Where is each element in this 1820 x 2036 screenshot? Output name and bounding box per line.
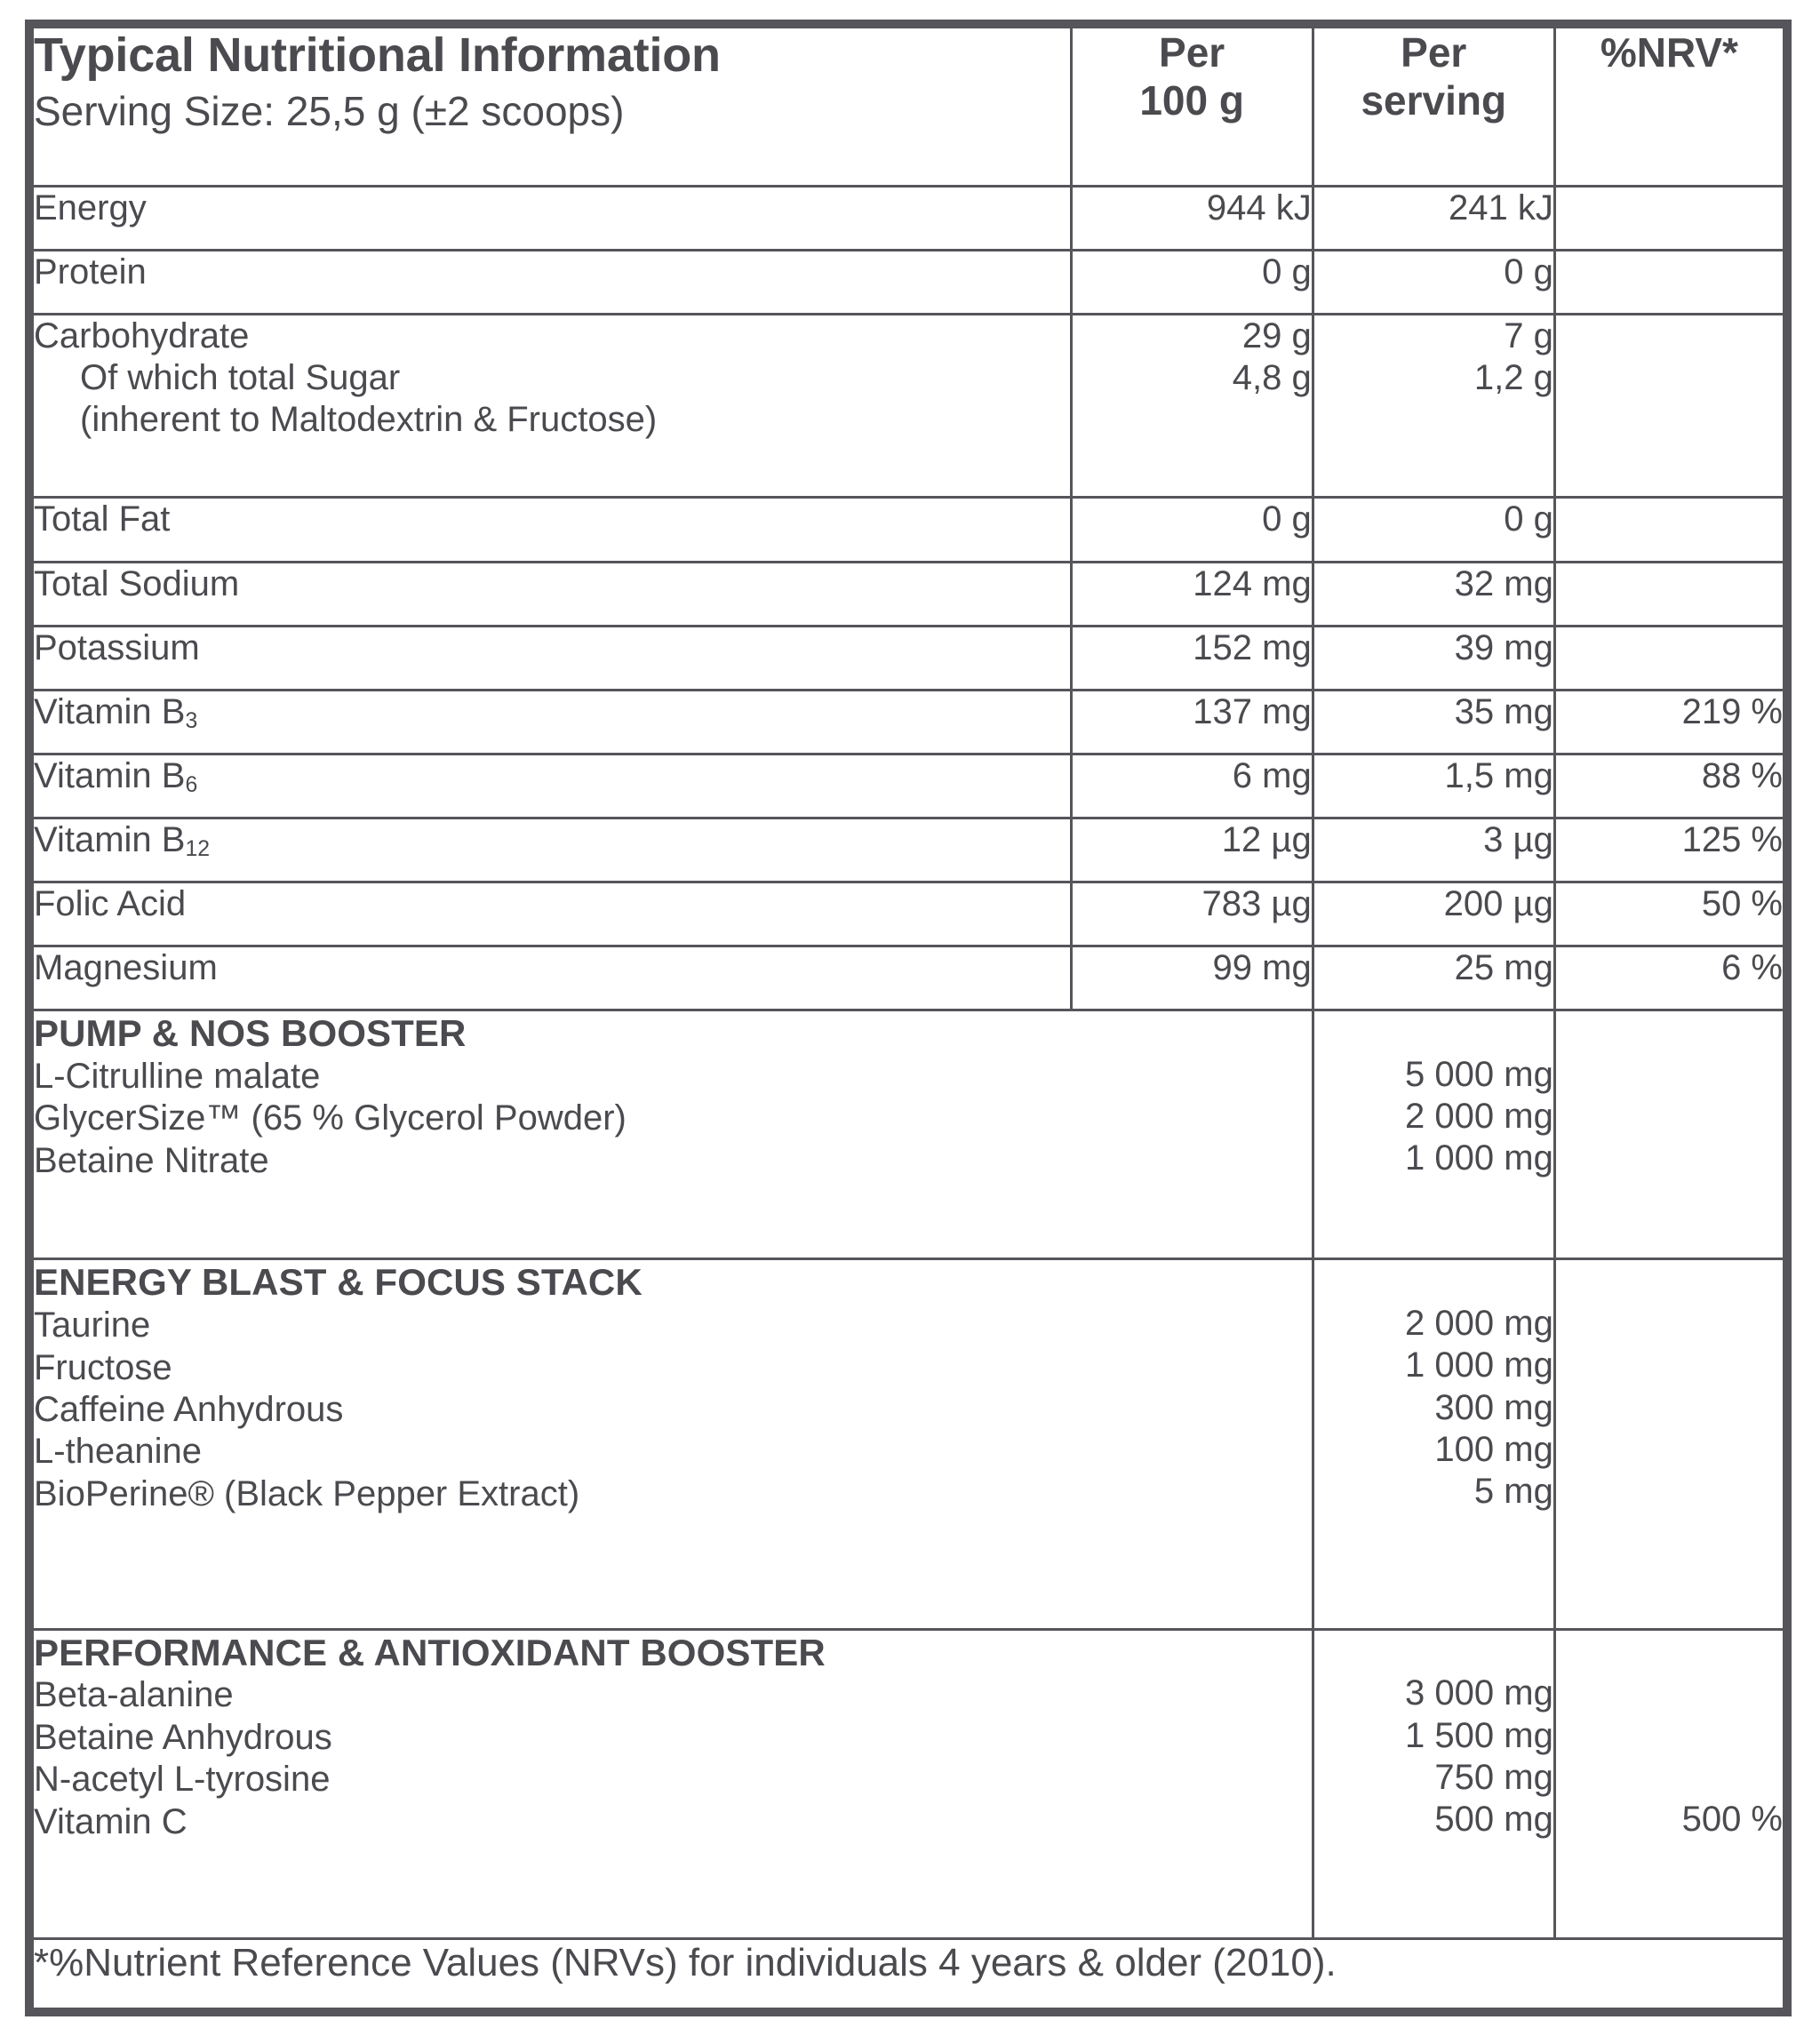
nutrient-label: Total Fat (33, 498, 1072, 562)
nutrition-table (31, 26, 1785, 2010)
value-nrv: 6 % (1554, 946, 1784, 1010)
nutrient-label: Total Sodium (33, 562, 1072, 626)
table-row (33, 754, 1784, 818)
value-per-serving: 200 µg (1313, 882, 1554, 946)
column-header-per-100g-line1: Per (1159, 29, 1225, 76)
table-row (33, 818, 1784, 882)
ingredient-name: Taurine (34, 1305, 151, 1345)
ingredient-name: Fructose (34, 1347, 172, 1387)
ingredient-nrv: 500 % (1681, 1800, 1783, 1840)
value-nrv (1554, 562, 1784, 626)
nutrient-label-base: Vitamin B (34, 755, 186, 795)
nutrient-label: Folic Acid (33, 882, 1072, 946)
carbohydrate-label: Carbohydrate (34, 316, 250, 356)
ingredient-amount: 1 000 mg (1405, 1345, 1553, 1385)
value-per-100g: 783 µg (1071, 882, 1313, 946)
value-per-100g: 12 µg (1071, 818, 1313, 882)
nutrient-label-base: Vitamin B (34, 691, 186, 731)
value-nrv: 88 % (1554, 754, 1784, 818)
total-sugar-label: Of which total Sugar (80, 358, 401, 398)
nutrient-label: Protein (33, 251, 1072, 315)
nutrient-label: Energy (33, 187, 1072, 251)
nutrient-label (33, 690, 1072, 754)
table-row (33, 562, 1784, 626)
nrv-footnote: *%Nutrient Reference Values (NRVs) for individuals 4 years & older (2010). (33, 1938, 1784, 2008)
value-per-100g: 99 mg (1071, 946, 1313, 1010)
value-per-serving: 25 mg (1313, 946, 1554, 1010)
value-per-serving: 3 µg (1313, 818, 1554, 882)
booster-section-heading: PERFORMANCE & ANTIOXIDANT BOOSTER (34, 1631, 826, 1673)
value-nrv: 50 % (1554, 882, 1784, 946)
nutrient-label-subscript: 6 (185, 773, 198, 798)
table-header-row (33, 28, 1784, 187)
booster-section-labels (33, 1010, 1313, 1259)
value-per-100g: 0 g (1071, 498, 1313, 562)
carbohydrate-values-per-serving (1313, 315, 1554, 498)
ingredient-amount: 1 000 mg (1405, 1138, 1553, 1178)
booster-section-labels (33, 1259, 1313, 1629)
ingredient-amount: 750 mg (1434, 1757, 1553, 1797)
ingredient-name: N-acetyl L-tyrosine (34, 1760, 331, 1800)
booster-section-amounts (1313, 1629, 1554, 1938)
ingredient-amount: 2 000 mg (1405, 1303, 1553, 1343)
ingredient-amount: 2 000 mg (1405, 1097, 1553, 1137)
value-nrv (1554, 251, 1784, 315)
ingredient-name: Beta-alanine (34, 1675, 234, 1715)
ingredient-name: L-Citrulline malate (34, 1057, 321, 1097)
table-row-carbohydrate-group (33, 315, 1784, 498)
nutrient-label-base: Vitamin B (34, 819, 186, 859)
table-row (33, 498, 1784, 562)
table-row (33, 626, 1784, 690)
serving-size-text: Serving Size: 25,5 g (±2 scoops) (34, 88, 625, 135)
carbohydrate-values-per-100g (1071, 315, 1313, 498)
value-per-100g: 0 g (1071, 251, 1313, 315)
sugar-per-serving: 1,2 g (1473, 358, 1553, 398)
column-header-per-100g (1071, 28, 1313, 187)
column-header-per-serving-line2: serving (1361, 77, 1507, 124)
value-per-100g: 944 kJ (1071, 187, 1313, 251)
value-per-serving: 0 g (1313, 251, 1554, 315)
value-per-serving: 0 g (1313, 498, 1554, 562)
value-nrv (1554, 187, 1784, 251)
value-per-100g: 124 mg (1071, 562, 1313, 626)
value-per-serving: 32 mg (1313, 562, 1554, 626)
ingredient-name: Betaine Anhydrous (34, 1717, 332, 1757)
value-per-serving: 39 mg (1313, 626, 1554, 690)
booster-section-nrv (1554, 1629, 1784, 1938)
table-row (33, 690, 1784, 754)
booster-section-energy-blast (33, 1259, 1784, 1629)
nutrient-label: Potassium (33, 626, 1072, 690)
booster-section-nrv (1554, 1259, 1784, 1629)
ingredient-name: GlycerSize™ (65 % Glycerol Powder) (34, 1098, 627, 1138)
table-row (33, 882, 1784, 946)
value-per-serving: 35 mg (1313, 690, 1554, 754)
header-title-cell (33, 28, 1072, 187)
booster-section-heading: PUMP & NOS BOOSTER (34, 1012, 467, 1055)
ingredient-name: Caffeine Anhydrous (34, 1389, 344, 1429)
booster-section-amounts (1313, 1010, 1554, 1259)
booster-section-heading: ENERGY BLAST & FOCUS STACK (34, 1261, 643, 1304)
nutrient-label: Magnesium (33, 946, 1072, 1010)
value-per-100g: 137 mg (1071, 690, 1313, 754)
value-per-100g: 152 mg (1071, 626, 1313, 690)
page-title: Typical Nutritional Information (34, 28, 721, 82)
nutrition-panel (25, 20, 1792, 2016)
carbohydrate-per-100g: 29 g (1241, 316, 1312, 356)
ingredient-amount: 5 000 mg (1405, 1054, 1553, 1094)
carbohydrate-nrv (1554, 315, 1784, 498)
booster-section-pump-nos (33, 1010, 1784, 1259)
carbohydrate-label-cell (33, 315, 1072, 498)
ingredient-amount: 1 500 mg (1405, 1715, 1553, 1755)
value-nrv: 219 % (1554, 690, 1784, 754)
nutrient-label (33, 754, 1072, 818)
value-nrv (1554, 626, 1784, 690)
nutrient-label-subscript: 12 (185, 837, 211, 862)
ingredient-name: Betaine Nitrate (34, 1140, 269, 1180)
ingredient-name: Vitamin C (34, 1801, 188, 1841)
sugar-per-100g: 4,8 g (1232, 358, 1312, 398)
value-nrv: 125 % (1554, 818, 1784, 882)
booster-section-labels (33, 1629, 1313, 1938)
ingredient-amount: 100 mg (1434, 1429, 1553, 1469)
booster-section-performance-antioxidant (33, 1629, 1784, 1938)
column-header-per-100g-line2: 100 g (1139, 77, 1244, 124)
value-nrv (1554, 498, 1784, 562)
value-per-100g: 6 mg (1071, 754, 1313, 818)
ingredient-amount: 3 000 mg (1405, 1673, 1553, 1713)
footnote-row (33, 1938, 1784, 2008)
column-header-nrv: %NRV* (1554, 28, 1784, 187)
ingredient-name: BioPerine® (Black Pepper Extract) (34, 1473, 580, 1513)
column-header-per-serving (1313, 28, 1554, 187)
table-row (33, 946, 1784, 1010)
ingredient-amount: 5 mg (1473, 1472, 1553, 1512)
ingredient-amount: 300 mg (1434, 1387, 1553, 1427)
ingredient-amount: 500 mg (1434, 1800, 1553, 1840)
nutrient-label (33, 818, 1072, 882)
column-header-per-serving-line1: Per (1401, 29, 1467, 76)
booster-section-amounts (1313, 1259, 1554, 1629)
sugar-source-note: (inherent to Maltodextrin & Fructose) (80, 399, 658, 439)
booster-section-nrv (1554, 1010, 1784, 1259)
value-per-serving: 241 kJ (1313, 187, 1554, 251)
ingredient-name: L-theanine (34, 1432, 203, 1472)
carbohydrate-per-serving: 7 g (1504, 316, 1553, 356)
table-row (33, 187, 1784, 251)
table-row (33, 251, 1784, 315)
nutrient-label-subscript: 3 (185, 709, 198, 734)
value-per-serving: 1,5 mg (1313, 754, 1554, 818)
